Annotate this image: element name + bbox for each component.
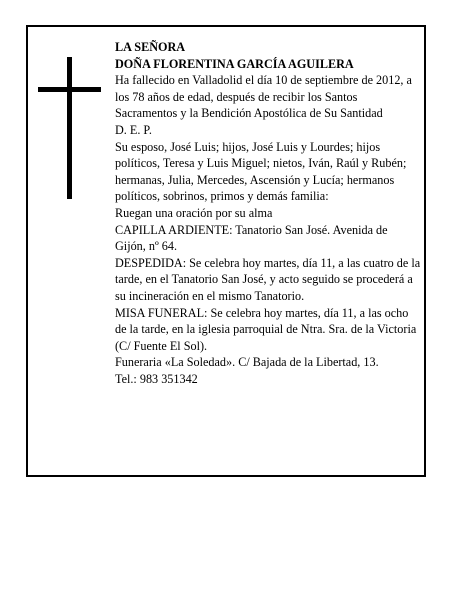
funeral-home: Funeraria «La Soledad». C/ Bajada de la Libertad, 13. [115, 355, 379, 370]
family-list: Su esposo, José Luis; hijos, José Luis y Lourdes; hijos políticos, Teresa y Luis Miguel; nietos, Iván, Raúl y Rubén; hermanas, Julia, Mercedes, Ascensión y Lucía; hermanos políticos, sobrinos, primos y demás familia: [115, 139, 407, 204]
title-line-1: LA SEÑORA [115, 40, 186, 54]
rip-text: D. E. P. [115, 122, 152, 137]
death-info: Ha fallecido en Valladolid el día 10 de septiembre de 2012, a los 78 años de edad, después de recibir los Santos Sacramentos y la Bendición Apostólica de Su Santidad [115, 73, 412, 121]
cross-horizontal-bar [38, 87, 101, 92]
prayer-request: Ruegan una oración por su alma [115, 205, 273, 220]
deceased-name: DOÑA FLORENTINA GARCÍA AGUILERA [115, 56, 354, 71]
chapel-info: CAPILLA ARDIENTE: Tanatorio San José. Avenida de Gijón, nº 64. [115, 222, 388, 254]
mass-info: MISA FUNERAL: Se celebra hoy martes, día 11, a las ocho de la tarde, en la iglesia parroquial de Ntra. Sra. de la Victoria (C/ Fuente El Sol). [115, 305, 417, 353]
obituary-notice [26, 25, 426, 477]
farewell-info: DESPEDIDA: Se celebra hoy martes, día 11, a las cuatro de la tarde, en el Tanatorio San José, y acto seguido se procederá a su incineración en el mismo Tanatorio. [115, 255, 421, 303]
obituary-text [115, 39, 421, 387]
phone-number: Tel.: 983 351342 [115, 371, 198, 386]
cross-vertical-bar [67, 57, 72, 199]
